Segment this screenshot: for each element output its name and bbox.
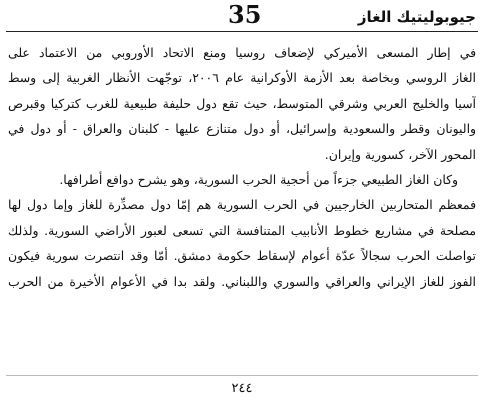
header-divider: [6, 31, 478, 32]
running-title: جيوبوليتيك الغاز: [357, 8, 476, 26]
text-line: تواصلت الحرب سجالاً عدّة أعوام لإسقاط حكومة دمشق. أمّا وقد انتصرت سورية فيكون: [8, 248, 476, 264]
text-line: في إطار المسعى الأميركي لإضعاف روسيا ومنع الاتحاد الأوروبي من الاعتماد على: [8, 45, 476, 60]
text-line: وكان الغاز الطبيعي جزءاً من أحجية الحرب السورية، وهو يشرح دوافع أطرافها.: [59, 171, 458, 187]
body-text: [8, 40, 476, 294]
handwritten-page-mark: 35: [228, 0, 262, 29]
footer-divider: [6, 375, 478, 376]
text-line: المحور الآخر، كسورية وإيران.: [324, 146, 476, 162]
text-line: واليونان وقطر والسعودية وإسرائيل، أو دول متنازع عليها - كلبنان والعراق - أو دول في: [8, 121, 476, 137]
text-line: الفوز للغاز الإيراني والعراقي والسوري واللبناني. ولقد بدا في الأعوام الأخيرة من الحرب: [8, 273, 476, 289]
page-number: ٢٤٤: [231, 381, 253, 396]
text-line: مصلحة في مشاريع خطوط الأنابيب المتنافسة التي تسعى لعبور الأراضي السورية. ولذلك: [8, 222, 476, 238]
text-line: الغاز الروسي وبخاصة بعد الأزمة الأوكرانية عام ٢٠٠٦، توجّهت الأنظار الغربية إلى وسط: [8, 70, 476, 86]
text-line: آسيا والخليج العربي وشرقي المتوسط، حيث تقع دول حليفة طبيعية للغرب كتركيا وقبرص: [8, 95, 476, 111]
text-line: فمعظم المتحاربين الخارجيين في الحرب السورية هم إمّا دول مصدِّرة للغاز وإما دول لها: [8, 197, 476, 213]
